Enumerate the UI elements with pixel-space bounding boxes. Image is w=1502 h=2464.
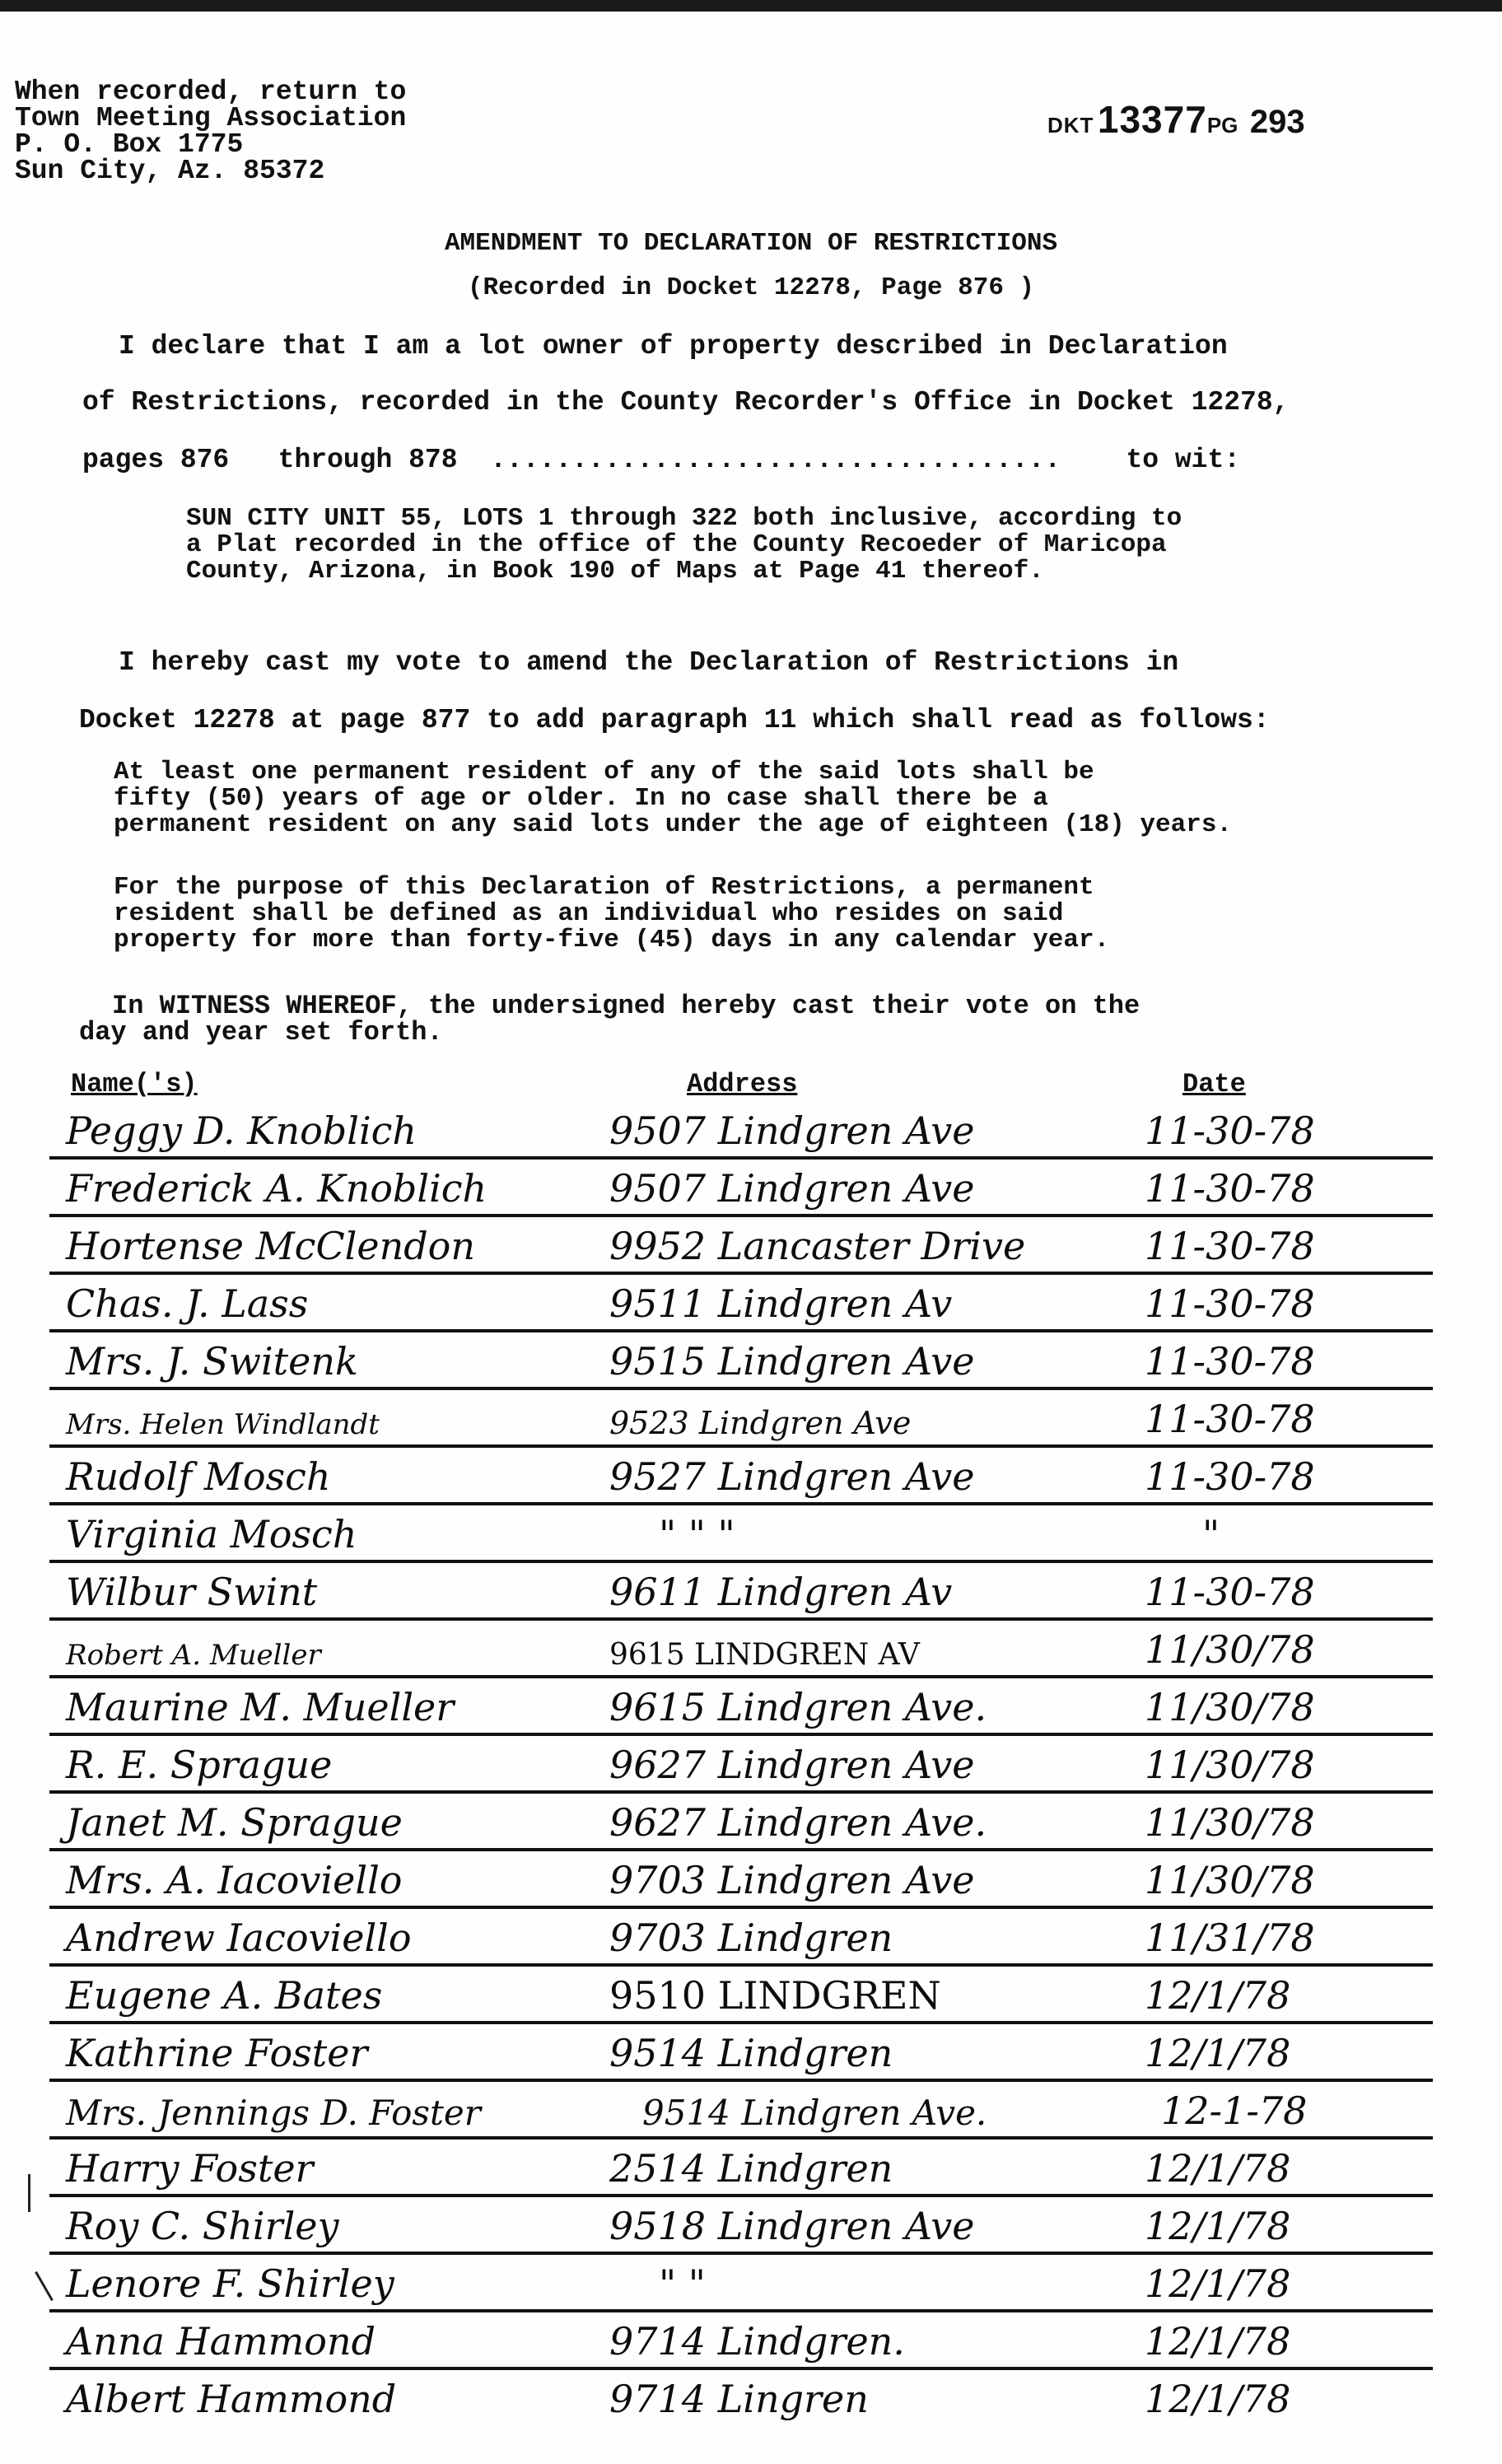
signature-address: 9514 Lindgren Ave. [642, 2093, 987, 2133]
signature-address: 9703 Lindgren [609, 1916, 893, 1960]
signature-name: Robert A. Mueller [66, 1639, 321, 1672]
signature-date: 11-30-78 [1145, 1224, 1315, 1268]
purpose-text [114, 875, 1109, 954]
signature-name: Maurine M. Mueller [66, 1685, 455, 1729]
signature-name: Frederick A. Knoblich [66, 1166, 487, 1211]
signature-address: 9527 Lindgren Ave [609, 1454, 975, 1499]
amendment-line-3: permanent resident on any said lots under the age of eighteen (18) years. [114, 810, 1233, 839]
signature-name: Kathrine Foster [66, 2031, 368, 2075]
signature-date: 11-30-78 [1145, 1108, 1315, 1153]
amendment-line-2: fifty (50) years of age or older. In no case shall there be a [114, 784, 1048, 813]
document-title: AMENDMENT TO DECLARATION OF RESTRICTIONS [444, 229, 1058, 258]
signature-name: Janet M. Sprague [66, 1800, 403, 1845]
signature-row [49, 1565, 1433, 1621]
to-wit-text: to wit: [1126, 445, 1241, 475]
signature-date: 11/30/78 [1145, 1800, 1315, 1845]
signature-rule [49, 1906, 1433, 1909]
signature-row [49, 1853, 1433, 1909]
signature-address: 9611 Lindgren Av [609, 1570, 953, 1614]
signature-date: 12/1/78 [1145, 2031, 1291, 2075]
signature-row [49, 1392, 1433, 1448]
signature-name: Peggy D. Knoblich [66, 1108, 417, 1153]
signature-rule [49, 1733, 1433, 1736]
signature-address: 9514 Lindgren [609, 2031, 893, 2075]
signature-address: " " " [659, 1512, 735, 1556]
signature-row [49, 1104, 1433, 1160]
signature-row [49, 1738, 1433, 1794]
signature-address: 2514 Lindgren [609, 2146, 893, 2191]
signature-address: 9627 Lindgren Ave. [609, 1800, 987, 1845]
margin-mark [28, 2174, 30, 2212]
signature-row [49, 1622, 1433, 1678]
signature-date: 11-30-78 [1145, 1281, 1315, 1326]
return-line-2: Town Meeting Association [15, 103, 407, 133]
signature-date: 12-1-78 [1161, 2088, 1308, 2133]
signature-address: 9511 Lindgren Av [609, 1281, 953, 1326]
pages-text: pages 876 [82, 445, 230, 475]
signature-rule [49, 1560, 1433, 1563]
signature-row [49, 1161, 1433, 1217]
signature-address: 9507 Lindgren Ave [609, 1166, 975, 1211]
signature-name: Hortense McClendon [66, 1224, 475, 1268]
signature-address: 9627 Lindgren Ave [609, 1743, 975, 1787]
page-number: 293 [1249, 104, 1305, 140]
signature-name: Wilbur Swint [66, 1570, 318, 1614]
signature-rule [49, 1156, 1433, 1160]
return-line-4: Sun City, Az. 85372 [15, 156, 325, 186]
signature-address: 9510 LINDGREN [609, 1973, 941, 2018]
signature-rule [49, 2309, 1433, 2312]
signature-row [49, 2372, 1433, 2428]
signature-name: Anna Hammond [66, 2319, 376, 2364]
witness-line-2: day and year set forth. [79, 1017, 443, 1048]
return-address-block [15, 79, 406, 184]
signature-rule [49, 2252, 1433, 2255]
vote-line-1: I hereby cast my vote to amend the Declaration of Restrictions in [119, 647, 1179, 678]
signature-address: 9523 Lindgren Ave [609, 1405, 912, 1441]
signature-date: 11/30/78 [1145, 1743, 1315, 1787]
signature-rule [49, 1963, 1433, 1967]
signature-address: 9615 Lindgren Ave. [609, 1685, 987, 1729]
signature-rule [49, 1272, 1433, 1275]
legal-line-1: SUN CITY UNIT 55, LOTS 1 through 322 both inclusive, according to [186, 504, 1182, 533]
signature-date: 12/1/78 [1145, 2204, 1291, 2248]
signature-row [49, 1911, 1433, 1967]
declaration-line-3 [82, 445, 1240, 475]
signature-name: Chas. J. Lass [66, 1281, 309, 1326]
signature-date: 12/1/78 [1145, 2146, 1291, 2191]
purpose-line-2: resident shall be defined as an individual who resides on said [114, 899, 1064, 928]
amendment-line-1: At least one permanent resident of any of the said lots shall be [114, 758, 1094, 786]
signature-rule [49, 2079, 1433, 2082]
signature-name: Virginia Mosch [66, 1512, 357, 1556]
scan-top-edge [0, 0, 1502, 12]
declaration-line-1: I declare that I am a lot owner of property described in Declaration [119, 331, 1228, 362]
signature-rule [49, 2367, 1433, 2370]
signature-address: 9615 LINDGREN AV [609, 1638, 920, 1672]
signature-date: 12/1/78 [1145, 2319, 1291, 2364]
signature-rule [49, 2194, 1433, 2197]
signature-name: Eugene A. Bates [66, 1973, 383, 2018]
names-column-header: Name('s) [71, 1069, 198, 1099]
signature-date: 11-30-78 [1145, 1339, 1315, 1384]
signature-name: Roy C. Shirley [66, 2204, 339, 2248]
signature-date: 11-30-78 [1145, 1454, 1315, 1499]
signature-rule [49, 1387, 1433, 1390]
legal-description [186, 506, 1182, 585]
signature-row [49, 1507, 1433, 1563]
signature-date: 11-30-78 [1145, 1397, 1315, 1441]
date-column-header: Date [1182, 1069, 1246, 1099]
signature-rule [49, 1617, 1433, 1621]
docket-stamp [1047, 97, 1305, 142]
address-column-header: Address [687, 1069, 798, 1099]
signature-rule [49, 1675, 1433, 1678]
signature-address: 9952 Lancaster Drive [609, 1224, 1026, 1268]
signature-date: 11-30-78 [1145, 1166, 1315, 1211]
witness-text [79, 993, 1140, 1046]
signature-rule [49, 1502, 1433, 1505]
legal-line-3: County, Arizona, in Book 190 of Maps at Page 41 thereof. [186, 557, 1044, 586]
return-line-1: When recorded, return to [15, 77, 407, 107]
signature-date: 12/1/78 [1145, 2377, 1291, 2421]
signature-name: Lenore F. Shirley [66, 2261, 394, 2306]
signature-name: Mrs. Helen Windlandt [66, 1408, 380, 1441]
document-subtitle: (Recorded in Docket 12278, Page 876 ) [467, 273, 1035, 302]
signature-rule [49, 2136, 1433, 2140]
amendment-text [114, 759, 1232, 838]
signature-rule [49, 1848, 1433, 1851]
signature-rule [49, 1444, 1433, 1448]
signature-name: Rudolf Mosch [66, 1454, 331, 1499]
signature-name: Harry Foster [66, 2146, 314, 2191]
docket-label: DKT [1047, 113, 1094, 138]
signature-row [49, 2141, 1433, 2197]
signature-date: 12/1/78 [1145, 2261, 1291, 2306]
signature-name: Albert Hammond [66, 2377, 397, 2421]
signature-name: Mrs. A. Iacoviello [66, 1858, 403, 1902]
signature-date: 11/31/78 [1145, 1916, 1315, 1960]
signature-row [49, 1680, 1433, 1736]
signature-row [49, 1276, 1433, 1332]
signature-address: 9515 Lindgren Ave [609, 1339, 975, 1384]
signature-rule [49, 1214, 1433, 1217]
witness-line-1: In WITNESS WHEREOF, the undersigned hereby cast their vote on the [112, 991, 1140, 1021]
signature-date: 11/30/78 [1145, 1685, 1315, 1729]
signature-row [49, 2256, 1433, 2312]
signature-name: R. E. Sprague [66, 1743, 333, 1787]
through-text: through 878 [278, 445, 458, 475]
signature-row [49, 1449, 1433, 1505]
leader-dots: ................................... [490, 445, 1061, 475]
signature-date: 11/30/78 [1145, 1858, 1315, 1902]
declaration-line-2: of Restrictions, recorded in the County Recorder's Office in Docket 12278, [82, 387, 1290, 418]
signature-row [49, 2199, 1433, 2255]
signature-address: 9714 Lingren [609, 2377, 869, 2421]
signature-address: 9703 Lindgren Ave [609, 1858, 975, 1902]
signature-row [49, 2084, 1433, 2140]
signature-row [49, 2026, 1433, 2082]
docket-number: 13377 [1097, 98, 1207, 141]
signature-date: " [1202, 1512, 1220, 1556]
signature-row [49, 1968, 1433, 2024]
signature-name: Mrs. J. Switenk [66, 1339, 358, 1384]
signature-row [49, 1219, 1433, 1275]
signature-address: " " [659, 2261, 706, 2306]
signature-rule [49, 2021, 1433, 2024]
vote-line-2: Docket 12278 at page 877 to add paragraph 11 which shall read as follows: [79, 705, 1270, 735]
signature-date: 11/30/78 [1145, 1627, 1315, 1672]
return-line-3: P. O. Box 1775 [15, 129, 244, 160]
signature-row [49, 1334, 1433, 1390]
signature-date: 11-30-78 [1145, 1570, 1315, 1614]
signature-row [49, 2314, 1433, 2370]
page-label: PG [1206, 113, 1238, 138]
signature-address: 9507 Lindgren Ave [609, 1108, 975, 1153]
signature-address: 9714 Lindgren. [609, 2319, 905, 2364]
signature-rule [49, 1329, 1433, 1332]
signature-row [49, 1795, 1433, 1851]
signature-address: 9518 Lindgren Ave [609, 2204, 975, 2248]
purpose-line-3: property for more than forty-five (45) days in any calendar year. [114, 926, 1110, 954]
legal-line-2: a Plat recorded in the office of the County Recoeder of Maricopa [186, 530, 1167, 559]
signature-date: 12/1/78 [1145, 1973, 1291, 2018]
signature-name: Andrew Iacoviello [66, 1916, 412, 1960]
signature-rule [49, 1790, 1433, 1794]
purpose-line-1: For the purpose of this Declaration of Restrictions, a permanent [114, 873, 1094, 902]
signature-name: Mrs. Jennings D. Foster [66, 2093, 481, 2133]
